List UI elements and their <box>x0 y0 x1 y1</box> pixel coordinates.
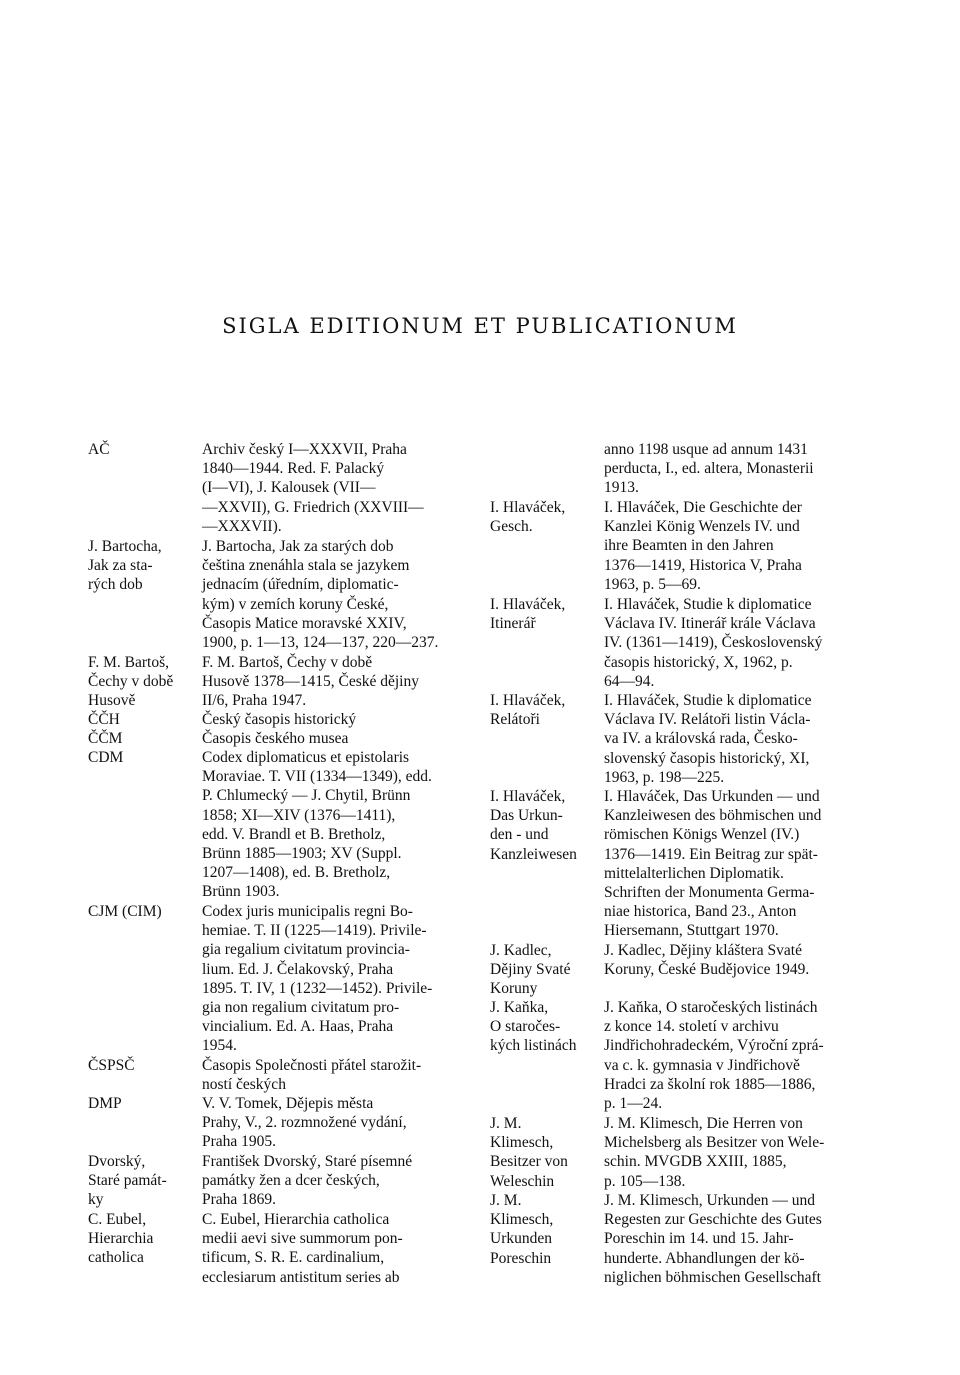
entry-siglum: J. M. Klimesch, Urkunden Poreschin <box>490 1192 554 1267</box>
entry-description: V. V. Tomek, Dějepis města Prahy, V., 2. rozmnožené vydání, Praha 1905. <box>202 1095 407 1151</box>
entry-description: C. Eubel, Hierarchia catholica medii aevi sive summorum pon- tificum, S. R. E. cardinalium, ecclesiarum antistitum series ab <box>202 1211 403 1286</box>
entry-siglum: AČ <box>88 441 110 458</box>
entry-siglum: I. Hlaváček, Relátoři <box>490 692 566 729</box>
entry-eubel-continued <box>490 440 874 498</box>
entry-siglum: ČČM <box>88 730 123 747</box>
entry-description: anno 1198 usque ad annum 1431 perducta, I., ed. altera, Monasterii 1913. <box>604 441 814 497</box>
entry-siglum <box>490 440 604 498</box>
entry-siglum: I. Hlaváček, Das Urkun- den - und Kanzleiwesen <box>490 788 577 863</box>
entry-hlavacek-relatori <box>490 691 874 787</box>
entry-siglum: J. Bartocha, Jak za sta- rých dob <box>88 538 162 594</box>
entry-description: I. Hlaváček, Das Urkunden — und Kanzleiwesen des böhmischen und römischen Königs Wenzel (IV.) 1376—1419. Ein Beitrag zur spät- mittelalterlichen Diplomatik. Schriften der Monumenta Germa- niae historica, Band 23., Anton Hiersemann, Stuttgart 1970. <box>604 788 822 940</box>
entry-hlavacek-itinerar <box>490 595 874 691</box>
entry-siglum: I. Hlaváček, Itinerář <box>490 596 566 633</box>
entry-description: J. M. Klimesch, Die Herren von Michelsberg als Besitzer von Wele- schin. MVGDB XXIII, 1885, p. 105—138. <box>604 1115 825 1190</box>
entry-eubel <box>88 1210 472 1287</box>
entry-description: J. Kaňka, O staročeských listinách z konce 14. století v archivu Jindřichohradeckém, Výroční zprá- va c. k. gymnasia v Jindřichově Hradci za školní rok 1885—1886, p. 1—24. <box>604 999 824 1113</box>
entry-description: Časopis Společnosti přátel starožit- ností českých <box>202 1057 422 1094</box>
entry-description: I. Hlaváček, Studie k diplomatice Václava IV. Itinerář krále Václava IV. (1361—1419), Československý časopis historický, X, 1962, p. 64—94. <box>604 596 823 690</box>
entry-description: J. M. Klimesch, Urkunden — und Regesten zur Geschichte des Gutes Poreschin im 14. und 15. Jahr- hunderte. Abhandlungen der kö- niglichen böhmischen Gesellschaft <box>604 1192 822 1286</box>
entry-description: Codex diplomaticus et epistolaris Moraviae. T. VII (1334—1349), edd. P. Chlumecký — J. Chytil, Brünn 1858; XI—XIV (1376—1411), edd. V. Brandl et B. Bretholz, Brünn 1885—1903; XV (Suppl. 1207—1408), ed. B. Bretholz, Brünn 1903. <box>202 749 432 901</box>
entry-siglum: ČSPSČ <box>88 1057 135 1074</box>
entry-bartos <box>88 653 472 711</box>
entry-siglum: Dvorský, Staré památ- ky <box>88 1153 167 1209</box>
entry-hlavacek-urkunden <box>490 787 874 941</box>
entry-dmp <box>88 1094 472 1152</box>
entry-description: I. Hlaváček, Die Geschichte der Kanzlei König Wenzels IV. und ihre Beamten in den Jahren 1376—1419, Historica V, Praha 1963, p. 5—69. <box>604 499 802 593</box>
entry-klimesch-weleschin <box>490 1114 874 1191</box>
entry-description: I. Hlaváček, Studie k diplomatice Václava IV. Relátoři listin Václa- va IV. a královská rada, Česko- slovenský časopis historický, XI, 1963, p. 198—225. <box>604 692 812 786</box>
entry-klimesch-poreschin <box>490 1191 874 1287</box>
entry-ac <box>88 440 472 536</box>
entry-siglum: I. Hlaváček, Gesch. <box>490 499 566 536</box>
entry-bartocha <box>88 537 472 652</box>
entry-kanka <box>490 998 874 1113</box>
entry-ccm <box>88 729 472 748</box>
entry-cspsc <box>88 1056 472 1094</box>
entry-description: Časopis českého musea <box>202 730 349 747</box>
entry-siglum: DMP <box>88 1095 122 1112</box>
entry-description: František Dvorský, Staré písemné památky žen a dcer českých, Praha 1869. <box>202 1153 413 1209</box>
entry-siglum: CJM (CIM) <box>88 903 162 920</box>
entry-description: Český časopis historický <box>202 711 357 728</box>
entry-cjm <box>88 902 472 1056</box>
entry-siglum: CDM <box>88 749 124 766</box>
entry-description: J. Kadlec, Dějiny kláštera Svaté Koruny, České Budějovice 1949. <box>604 942 810 979</box>
entry-description: Codex juris municipalis regni Bo- hemiae. T. II (1225—1419). Privile- gia regalium civitatum provincia- lium. Ed. J. Čelakovský, Praha 1895. T. IV, 1 (1232—1452). Privile- gia non regalium civitatum pro- vincialium. Ed. A. Haas, Praha 1954. <box>202 903 433 1055</box>
entry-description: J. Bartocha, Jak za starých dob čeština znenáhla stala se jazykem jednacím (úředním, diplomatic- kým) v zemích koruny České, Časopis Matice moravské XXIV, 1900, p. 1—13, 124—137, 220—237. <box>202 538 439 652</box>
entry-siglum: F. M. Bartoš, Čechy v době Husově <box>88 654 174 710</box>
entry-siglum: J. Kaňka, O staročes- kých listinách <box>490 999 577 1055</box>
entry-siglum: C. Eubel, Hierarchia catholica <box>88 1211 154 1267</box>
entry-cch <box>88 710 472 729</box>
entry-siglum: J. Kadlec, Dějiny Svaté Koruny <box>490 942 571 998</box>
entry-hlavacek-gesch <box>490 498 874 594</box>
entry-siglum: ČČH <box>88 711 120 728</box>
entry-cdm <box>88 748 472 902</box>
page-title: SIGLA EDITIONUM ET PUBLICATIONUM <box>222 314 738 338</box>
entry-description: Archiv český I—XXXVII, Praha 1840—1944. Red. F. Palacký (I—VI), J. Kalousek (VII— —XXVII), G. Friedrich (XXVIII— —XXXVII). <box>202 441 424 535</box>
entry-description: F. M. Bartoš, Čechy v době Husově 1378—1415, České dějiny II/6, Praha 1947. <box>202 654 419 710</box>
entry-kadlec <box>490 941 874 999</box>
entry-dvorsky <box>88 1152 472 1210</box>
entry-siglum: J. M. Klimesch, Besitzer von Weleschin <box>490 1115 568 1190</box>
